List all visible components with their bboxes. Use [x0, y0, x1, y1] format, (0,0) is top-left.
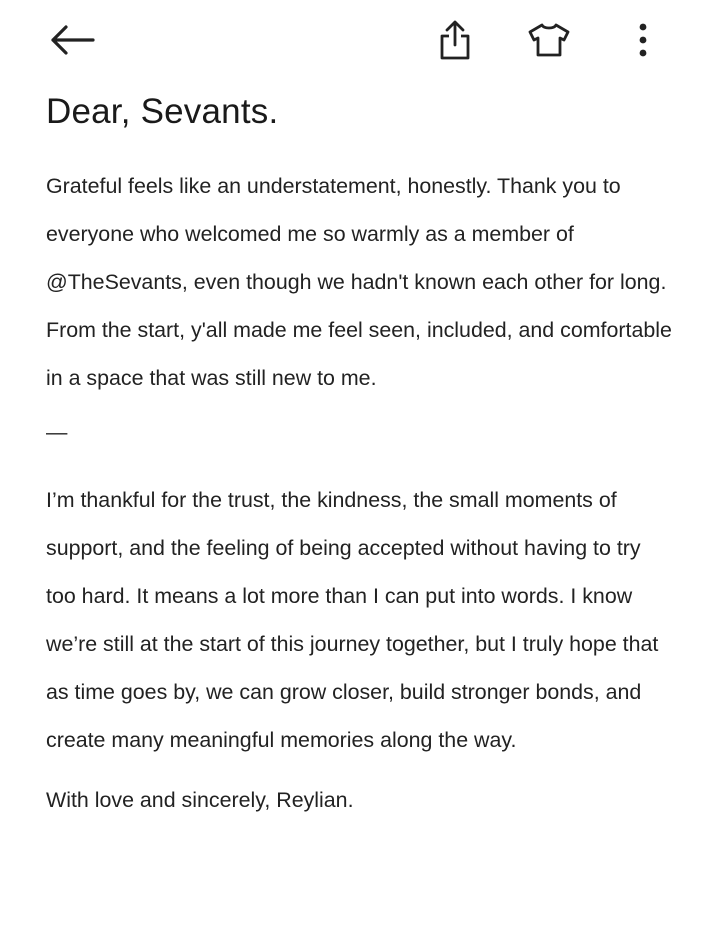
back-button[interactable] — [44, 16, 100, 64]
separator-dash: — — [46, 420, 68, 444]
arrow-left-icon — [49, 25, 95, 55]
note-paragraph: Grateful feels like an understatement, honestly. Thank you to everyone who welcomed me so warmly as a member of @TheSevants, even though we hadn't known each other for long. From the start, y'all made me feel seen, included, and comfortable in a space that was still new to me. — [46, 174, 672, 390]
note-body[interactable] — [46, 162, 676, 824]
top-toolbar — [0, 0, 710, 82]
note-content — [46, 88, 676, 824]
more-vertical-icon — [638, 23, 648, 57]
note-title[interactable]: Dear, Sevants. — [46, 92, 279, 131]
note-paragraph: I’m thankful for the trust, the kindness, the small moments of support, and the feeling of being accepted without having to try too hard. It means a lot more than I can put into words. I know we’re still at the start of this journey together, but I truly hope that as time goes by, we can grow closer, build stronger bonds, and create many meaningful memories along the way. — [46, 488, 659, 752]
share-button[interactable] — [430, 14, 480, 66]
note-signature: With love and sincerely, Reylian. — [46, 788, 354, 812]
theme-button[interactable] — [522, 14, 576, 66]
shirt-icon — [527, 22, 571, 58]
more-options-button[interactable] — [624, 14, 662, 66]
share-icon — [437, 19, 473, 61]
